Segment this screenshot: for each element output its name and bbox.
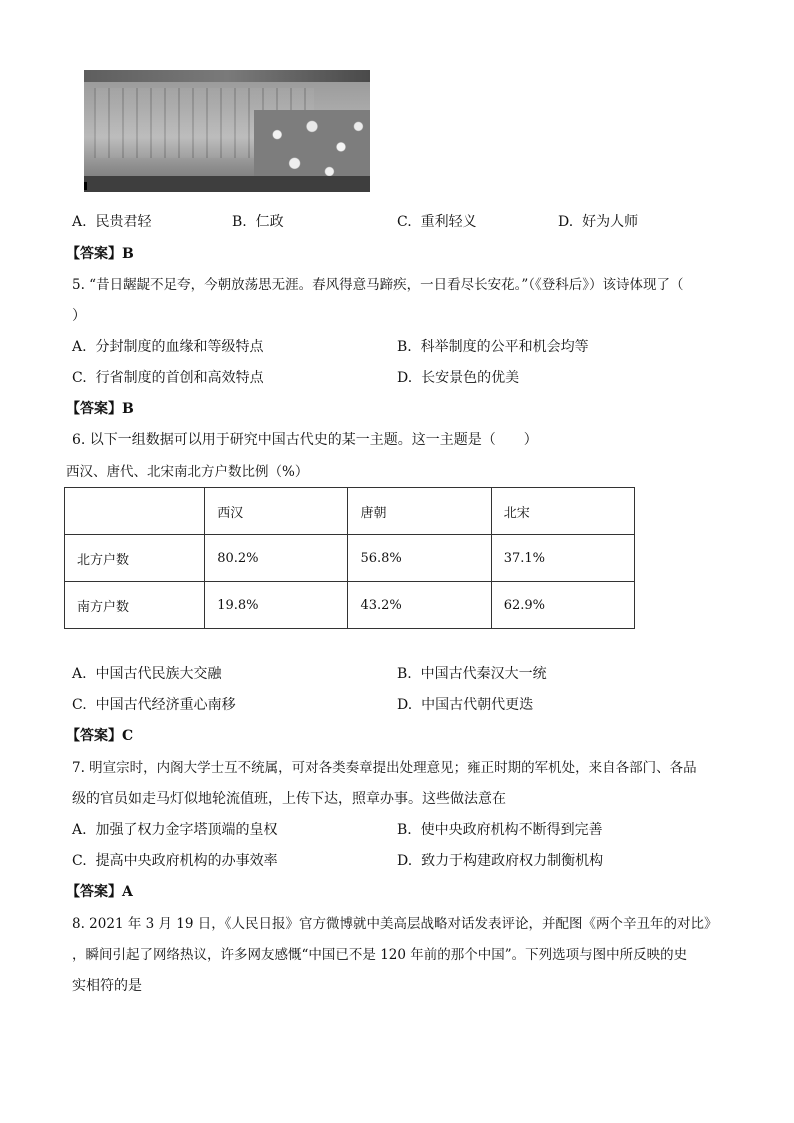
q6-stem: 6. 以下一组数据可以用于研究中国古代史的某一主题。这一主题是（ ） (72, 432, 538, 448)
table-header-cell: 唐朝 (348, 488, 491, 535)
table-cell: 43.2% (348, 582, 491, 629)
q7-answer: 【答案】A (66, 884, 133, 900)
photo-marker (84, 182, 87, 190)
table-row (65, 535, 635, 582)
q8-stem-line2: ，瞬间引起了网络热议，许多网友感慨“中国已不是 120 年前的那个中国”。下列选项与图中所反映的史 (72, 947, 688, 963)
table-cell: 80.2% (205, 535, 348, 582)
q6-table-caption: 西汉、唐代、北宋南北方户数比例（%） (66, 464, 309, 480)
table-cell: 北方户数 (65, 535, 205, 582)
q8-stem-line3: 实相符的是 (72, 978, 142, 994)
table-row (65, 582, 635, 629)
table-cell: 19.8% (205, 582, 348, 629)
table-cell: 56.8% (348, 535, 491, 582)
table-header-cell (65, 488, 205, 535)
q7-option-a: A. 加强了权力金字塔顶端的皇权 (72, 822, 278, 838)
q4-option-b: B. 仁政 (232, 214, 284, 230)
q5-option-d: D. 长安景色的优美 (397, 370, 520, 386)
q4-answer: 【答案】B (66, 246, 134, 262)
table-cell: 37.1% (491, 535, 634, 582)
photo-base (84, 176, 370, 192)
q4-option-d: D. 好为人师 (558, 214, 639, 230)
table-header-cell: 西汉 (205, 488, 348, 535)
q5-stem-line1: 5. “昔日龌龊不足夸，今朝放荡思无涯。春风得意马蹄疾，一日看尽长安花。”（《登科后》）该诗体现了（ (72, 277, 684, 293)
q6-option-c: C. 中国古代经济重心南移 (72, 697, 236, 713)
q7-stem-line2: 级的官员如走马灯似地轮流值班，上传下达，照章办事。这些做法意在 (72, 791, 506, 807)
q7-option-b: B. 使中央政府机构不断得到完善 (397, 822, 603, 838)
table-cell: 南方户数 (65, 582, 205, 629)
q7-stem-line1: 7. 明宣宗时，内阁大学士互不统属，可对各类奏章提出处理意见；雍正时期的军机处，来自各部门、各品 (72, 760, 697, 776)
q6-answer: 【答案】C (66, 728, 134, 744)
photo-roof (84, 70, 370, 82)
q6-data-table (64, 487, 635, 629)
q5-option-a: A. 分封制度的血缘和等级特点 (72, 339, 264, 355)
q4-option-a: A. 民贵君轻 (72, 214, 152, 230)
question-4-photo (84, 70, 370, 192)
q8-stem-line1: 8. 2021 年 3 月 19 日，《人民日报》官方微博就中美高层战略对话发表评论，并配图《两个辛丑年的对比》 (72, 916, 718, 932)
q7-option-c: C. 提高中央政府机构的办事效率 (72, 853, 278, 869)
q5-option-c: C. 行省制度的首创和高效特点 (72, 370, 264, 386)
q6-option-a: A. 中国古代民族大交融 (72, 666, 222, 682)
table-header-row (65, 488, 635, 535)
q7-option-d: D. 致力于构建政府权力制衡机构 (397, 853, 604, 869)
q6-option-d: D. 中国古代朝代更迭 (397, 697, 534, 713)
q6-option-b: B. 中国古代秦汉大一统 (397, 666, 547, 682)
table-cell: 62.9% (491, 582, 634, 629)
q5-option-b: B. 科举制度的公平和机会均等 (397, 339, 589, 355)
q5-stem-line2: ） (72, 308, 86, 324)
q5-answer: 【答案】B (66, 401, 134, 417)
table-header-cell: 北宋 (491, 488, 634, 535)
q4-option-c: C. 重利轻义 (397, 214, 477, 230)
